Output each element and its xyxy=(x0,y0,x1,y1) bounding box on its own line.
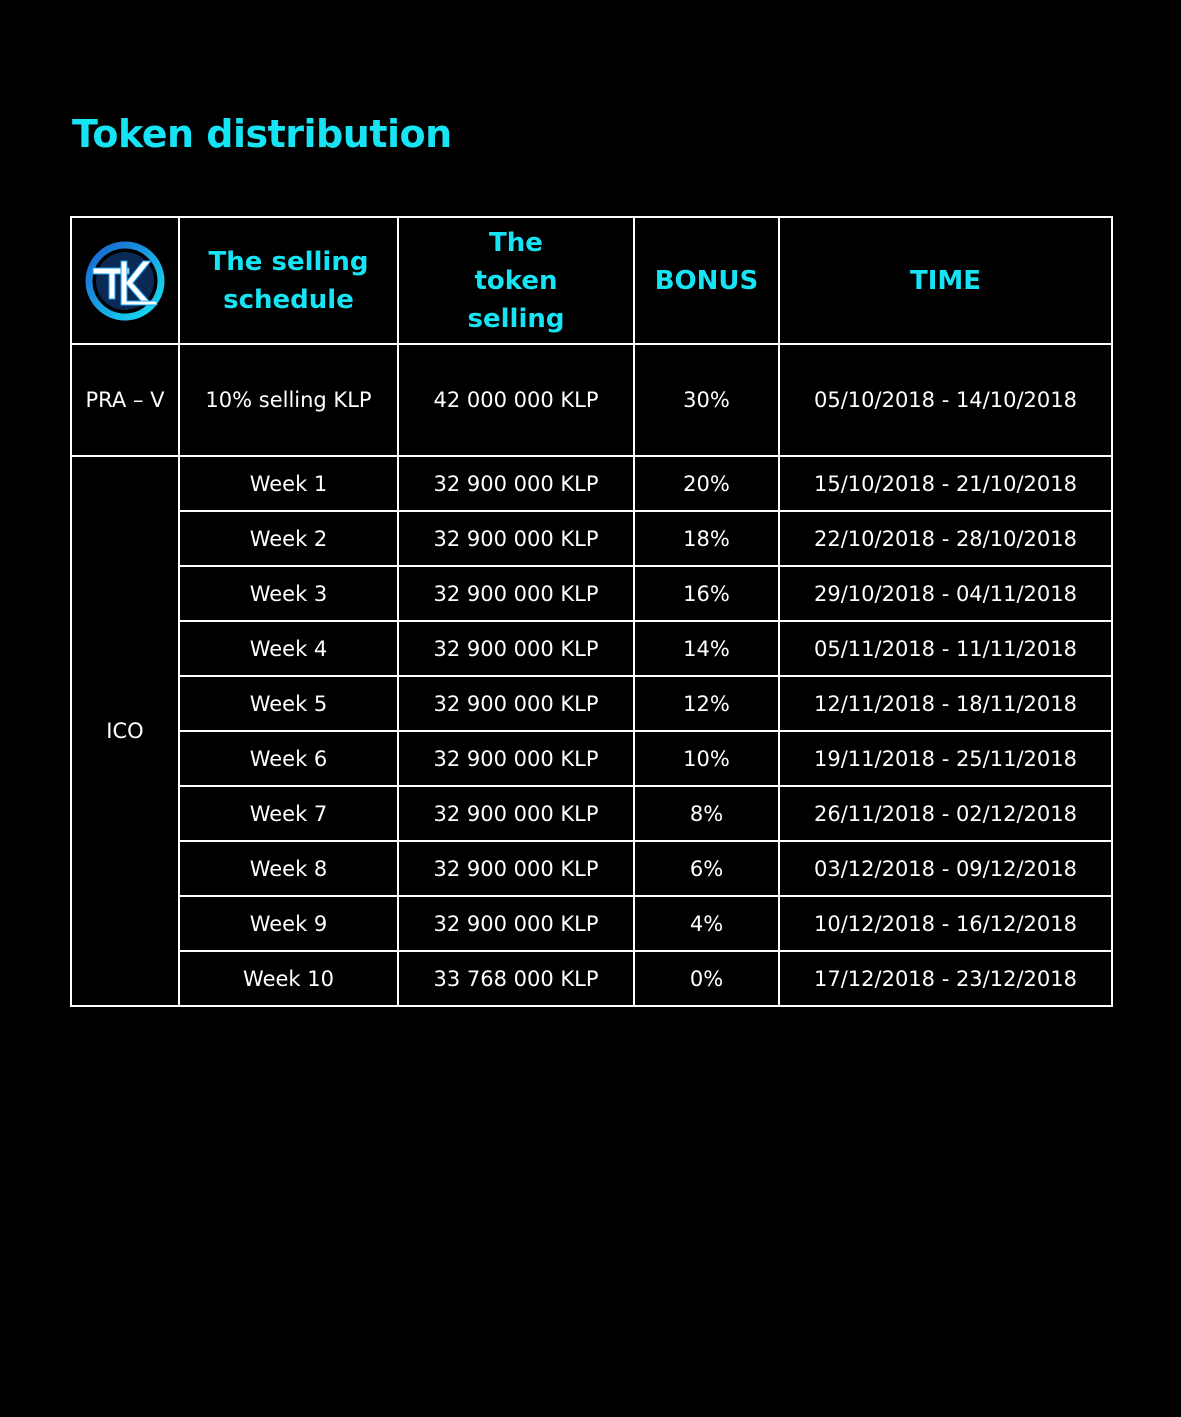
token-distribution-table xyxy=(70,216,1113,1007)
schedule-cell: 10% selling KLP xyxy=(179,344,398,456)
tokens-cell: 42 000 000 KLP xyxy=(398,344,634,456)
bonus-cell: 30% xyxy=(634,344,779,456)
bonus-cell: 16% xyxy=(634,566,779,621)
table-row xyxy=(71,786,1112,841)
time-cell: 26/11/2018 - 02/12/2018 xyxy=(779,786,1112,841)
schedule-cell: Week 4 xyxy=(179,621,398,676)
bonus-cell: 20% xyxy=(634,456,779,511)
bonus-cell: 6% xyxy=(634,841,779,896)
schedule-cell: Week 3 xyxy=(179,566,398,621)
header-bonus: BONUS xyxy=(634,217,779,344)
header-token-selling: The token selling xyxy=(398,217,634,344)
tokens-cell: 32 900 000 KLP xyxy=(398,676,634,731)
bonus-cell: 14% xyxy=(634,621,779,676)
tk-logo-icon xyxy=(85,241,165,321)
schedule-cell: Week 8 xyxy=(179,841,398,896)
schedule-cell: Week 2 xyxy=(179,511,398,566)
tokens-cell: 32 900 000 KLP xyxy=(398,841,634,896)
table-row xyxy=(71,731,1112,786)
time-cell: 05/10/2018 - 14/10/2018 xyxy=(779,344,1112,456)
schedule-cell: Week 10 xyxy=(179,951,398,1006)
time-cell: 19/11/2018 - 25/11/2018 xyxy=(779,731,1112,786)
table-row xyxy=(71,896,1112,951)
time-cell: 10/12/2018 - 16/12/2018 xyxy=(779,896,1112,951)
time-cell: 12/11/2018 - 18/11/2018 xyxy=(779,676,1112,731)
tokens-cell: 32 900 000 KLP xyxy=(398,511,634,566)
time-cell: 15/10/2018 - 21/10/2018 xyxy=(779,456,1112,511)
table-row xyxy=(71,621,1112,676)
table-row xyxy=(71,841,1112,896)
bonus-cell: 8% xyxy=(634,786,779,841)
tokens-cell: 32 900 000 KLP xyxy=(398,621,634,676)
table-row xyxy=(71,951,1112,1006)
table-row xyxy=(71,511,1112,566)
bonus-cell: 10% xyxy=(634,731,779,786)
time-cell: 17/12/2018 - 23/12/2018 xyxy=(779,951,1112,1006)
time-cell: 29/10/2018 - 04/11/2018 xyxy=(779,566,1112,621)
page-title: Token distribution xyxy=(72,112,452,156)
bonus-cell: 0% xyxy=(634,951,779,1006)
schedule-cell: Week 1 xyxy=(179,456,398,511)
time-cell: 05/11/2018 - 11/11/2018 xyxy=(779,621,1112,676)
time-cell: 03/12/2018 - 09/12/2018 xyxy=(779,841,1112,896)
tokens-cell: 33 768 000 KLP xyxy=(398,951,634,1006)
schedule-cell: Week 9 xyxy=(179,896,398,951)
header-schedule: The selling schedule xyxy=(179,217,398,344)
bonus-cell: 4% xyxy=(634,896,779,951)
tokens-cell: 32 900 000 KLP xyxy=(398,786,634,841)
phase-label-pra: PRA – V xyxy=(71,344,179,456)
tokens-cell: 32 900 000 KLP xyxy=(398,456,634,511)
schedule-cell: Week 6 xyxy=(179,731,398,786)
tokens-cell: 32 900 000 KLP xyxy=(398,731,634,786)
table-row xyxy=(71,566,1112,621)
time-cell: 22/10/2018 - 28/10/2018 xyxy=(779,511,1112,566)
table-header-row xyxy=(71,217,1112,344)
header-time: TIME xyxy=(779,217,1112,344)
phase-label-ico: ICO xyxy=(71,456,179,1006)
tokens-cell: 32 900 000 KLP xyxy=(398,896,634,951)
bonus-cell: 18% xyxy=(634,511,779,566)
table-row xyxy=(71,676,1112,731)
table-row-pra xyxy=(71,344,1112,456)
tokens-cell: 32 900 000 KLP xyxy=(398,566,634,621)
bonus-cell: 12% xyxy=(634,676,779,731)
schedule-cell: Week 5 xyxy=(179,676,398,731)
table-row xyxy=(71,456,1112,511)
logo-cell xyxy=(71,217,179,344)
schedule-cell: Week 7 xyxy=(179,786,398,841)
